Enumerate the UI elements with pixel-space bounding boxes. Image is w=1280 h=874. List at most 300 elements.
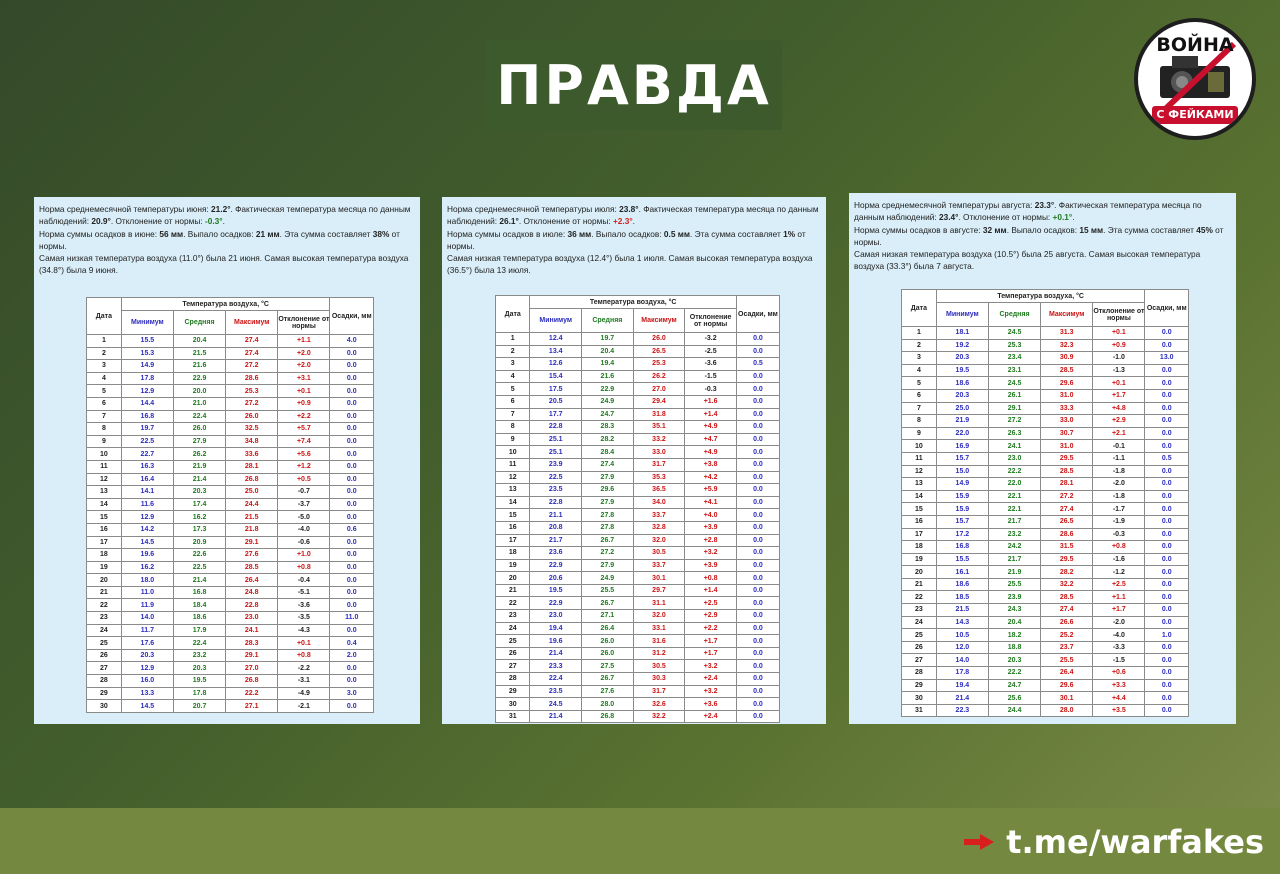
cell-deviation: +7.4 [278,435,330,448]
cell-min: 22.8 [530,496,582,509]
panel-august [849,193,1236,724]
table-row [496,610,780,623]
cell-avg: 25.3 [988,339,1040,352]
cell-precipitation: 0.0 [1145,478,1189,491]
cell-precipitation: 0.0 [1145,692,1189,705]
cell-deviation: +1.7 [1093,389,1145,402]
cell-deviation: -1.6 [1093,553,1145,566]
cell-max: 36.5 [633,484,685,497]
cell-deviation: +4.8 [1093,402,1145,415]
cell-date: 22 [902,591,937,604]
cell-deviation: +2.0 [278,360,330,373]
cell-date: 9 [496,433,530,446]
cell-avg: 20.4 [173,335,225,348]
cell-deviation: +3.8 [685,458,737,471]
cell-avg: 20.3 [173,662,225,675]
cell-deviation: -0.3 [1093,528,1145,541]
cell-date: 23 [902,604,937,617]
cell-max: 28.6 [1041,528,1093,541]
cell-max: 30.5 [633,660,685,673]
cell-deviation: -4.9 [278,687,330,700]
cell-max: 26.8 [226,675,278,688]
cell-min: 20.8 [530,521,582,534]
cell-max: 24.1 [226,624,278,637]
cell-deviation: +2.5 [1093,578,1145,591]
cell-avg: 17.4 [173,498,225,511]
cell-date: 18 [87,549,122,562]
cell-avg: 20.3 [988,654,1040,667]
header-precipitation: Осадки, мм [736,296,779,333]
cell-date: 11 [902,452,937,465]
cell-max: 28.1 [226,460,278,473]
cell-deviation: -5.0 [278,511,330,524]
cell-max: 27.0 [226,662,278,675]
intro-text: . Выпало осадков: [1006,224,1080,235]
cell-max: 24.8 [226,586,278,599]
cell-avg: 29.1 [988,402,1040,415]
cell-max: 29.1 [226,536,278,549]
cell-date: 14 [496,496,530,509]
cell-date: 5 [87,385,122,398]
cell-precipitation: 0.0 [1145,566,1189,579]
cell-precipitation: 0.0 [736,685,779,698]
cell-avg: 23.4 [988,352,1040,365]
cell-date: 16 [496,521,530,534]
intro-text: . [632,216,635,227]
cell-deviation: +0.1 [278,385,330,398]
cell-deviation: +0.8 [685,572,737,585]
cell-date: 25 [87,637,122,650]
weather-table [86,297,374,713]
cell-avg: 17.3 [173,523,225,536]
cell-deviation: -1.2 [1093,566,1145,579]
cell-max: 31.0 [1041,389,1093,402]
intro-text: Норма суммы осадков в июне: [39,228,160,239]
cell-avg: 18.6 [173,612,225,625]
cell-min: 11.0 [121,586,173,599]
cell-avg: 27.9 [173,435,225,448]
cell-min: 25.1 [530,433,582,446]
cell-date: 5 [496,383,530,396]
cell-deviation: -3.2 [685,333,737,346]
header-precipitation: Осадки, мм [1145,290,1189,327]
cell-max: 26.4 [226,574,278,587]
table-row [87,675,374,688]
cell-min: 12.9 [121,511,173,524]
cell-avg: 21.5 [173,347,225,360]
cell-deviation: +3.2 [685,547,737,560]
cell-precipitation: 0.0 [330,498,374,511]
cell-precipitation: 0.0 [1145,641,1189,654]
cell-precipitation: 1.0 [1145,629,1189,642]
cell-max: 28.5 [1041,364,1093,377]
table-row [87,561,374,574]
cell-precipitation: 0.0 [330,397,374,410]
cell-max: 30.7 [1041,427,1093,440]
table-row [496,597,780,610]
cell-max: 32.3 [1041,339,1093,352]
cell-precipitation: 0.0 [736,635,779,648]
cell-avg: 28.0 [582,698,634,711]
telegram-link-text[interactable]: t.me/warfakes [1006,823,1264,861]
table-row [496,358,780,371]
cell-precipitation: 0.0 [1145,667,1189,680]
cell-date: 13 [496,484,530,497]
cell-deviation: +3.6 [685,698,737,711]
cell-precipitation: 0.0 [330,360,374,373]
table-row [87,649,374,662]
cell-avg: 22.2 [988,465,1040,478]
cell-precipitation: 0.0 [1145,654,1189,667]
cell-date: 15 [87,511,122,524]
cell-max: 26.8 [226,473,278,486]
table-row [902,679,1189,692]
intro-text: . Отклонение от нормы: [958,212,1053,223]
header-air-temp: Температура воздуха, °С [530,296,737,309]
cell-date: 31 [902,704,937,717]
cell-deviation: -3.7 [278,498,330,511]
weather-table [495,295,780,723]
cell-date: 9 [87,435,122,448]
cell-deviation: +0.8 [1093,541,1145,554]
table-row [87,536,374,549]
cell-deviation: +0.9 [278,397,330,410]
cell-avg: 21.4 [173,574,225,587]
logo [1134,18,1256,140]
cell-min: 14.2 [121,523,173,536]
intro-text: 45% [1196,224,1213,235]
cell-precipitation: 0.0 [736,471,779,484]
cell-deviation: +0.1 [278,637,330,650]
cell-max: 32.5 [226,423,278,436]
cell-avg: 21.9 [988,566,1040,579]
cell-avg: 26.0 [582,635,634,648]
cell-precipitation: 0.0 [330,435,374,448]
cell-precipitation: 0.0 [736,584,779,597]
intro-text: . [1072,212,1075,223]
header-min: Минимум [530,309,582,333]
cell-date: 25 [496,635,530,648]
table-row [87,700,374,713]
cell-avg: 27.4 [582,458,634,471]
intro-paragraph [39,228,415,253]
table-row [496,509,780,522]
cell-precipitation: 0.0 [736,458,779,471]
intro-paragraph [854,248,1231,273]
cell-precipitation: 0.0 [1145,679,1189,692]
cell-avg: 22.1 [988,503,1040,516]
table-row [87,435,374,448]
cell-precipitation: 2.0 [330,649,374,662]
table-row [496,572,780,585]
cell-precipitation: 0.0 [330,599,374,612]
cell-avg: 18.8 [988,641,1040,654]
cell-max: 29.5 [1041,553,1093,566]
cell-avg: 22.4 [173,410,225,423]
intro-text: 23.8° [619,204,639,214]
intro-text: +2.3° [612,216,633,227]
cell-avg: 24.9 [582,572,634,585]
cell-date: 9 [902,427,937,440]
table-row [496,408,780,421]
cell-min: 24.5 [530,698,582,711]
cell-min: 15.7 [936,452,988,465]
table-row [496,421,780,434]
table-row [902,452,1189,465]
cell-date: 21 [496,584,530,597]
cell-deviation: +2.9 [1093,415,1145,428]
cell-max: 28.3 [226,637,278,650]
cell-deviation: +3.1 [278,372,330,385]
cell-min: 22.9 [530,559,582,572]
intro-text: Норма среднемесячной температуры июня: [39,204,212,214]
cell-min: 12.9 [121,385,173,398]
cell-deviation: +0.1 [1093,377,1145,390]
intro-text: 32 мм [982,224,1007,235]
intro-text: 15 мм [1079,224,1104,235]
header-date: Дата [902,290,937,327]
cell-precipitation: 0.0 [1145,339,1189,352]
intro-text: . Отклонение от нормы: [518,216,613,227]
cell-max: 26.5 [633,345,685,358]
cell-precipitation: 0.0 [1145,541,1189,554]
cell-min: 19.4 [530,622,582,635]
cell-deviation: -1.9 [1093,515,1145,528]
cell-avg: 25.6 [988,692,1040,705]
cell-precipitation: 4.0 [330,335,374,348]
cell-deviation: +0.6 [1093,667,1145,680]
cell-max: 32.0 [633,610,685,623]
header-min: Минимум [121,311,173,335]
cell-min: 15.4 [530,370,582,383]
cell-precipitation: 0.0 [1145,591,1189,604]
cell-min: 22.5 [530,471,582,484]
cell-deviation: +1.4 [685,408,737,421]
cell-date: 13 [87,486,122,499]
header-avg: Средняя [173,311,225,335]
cell-min: 14.5 [121,536,173,549]
cell-min: 14.9 [936,478,988,491]
intro-text: . Эта сумма составляет [690,228,784,239]
cell-min: 17.8 [936,667,988,680]
table-row [496,547,780,560]
table-row [496,698,780,711]
cell-date: 17 [902,528,937,541]
cell-max: 32.8 [633,521,685,534]
cell-avg: 21.6 [173,360,225,373]
cell-date: 22 [87,599,122,612]
table-row [87,448,374,461]
cell-date: 3 [902,352,937,365]
cell-max: 25.0 [226,486,278,499]
cell-date: 15 [902,503,937,516]
cell-min: 17.8 [121,372,173,385]
cell-min: 16.9 [936,440,988,453]
cell-max: 27.1 [226,700,278,713]
cell-deviation: -1.8 [1093,465,1145,478]
intro-text: . Фактическая температура месяца по данным наблюдений: [39,204,411,227]
cell-precipitation: 0.0 [736,408,779,421]
cell-avg: 24.7 [988,679,1040,692]
panel-intro [39,203,415,277]
cell-precipitation: 0.0 [330,586,374,599]
table-row [496,584,780,597]
cell-avg: 27.8 [582,509,634,522]
cell-avg: 23.9 [988,591,1040,604]
table-row [902,629,1189,642]
cell-min: 23.5 [530,685,582,698]
header-avg: Средняя [582,309,634,333]
intro-text: от нормы. [39,228,400,251]
cell-date: 31 [496,710,530,723]
cell-deviation: -2.0 [1093,616,1145,629]
table-row [496,433,780,446]
cell-date: 24 [902,616,937,629]
cell-max: 27.4 [1041,503,1093,516]
cell-avg: 22.2 [988,667,1040,680]
cell-precipitation: 0.0 [330,574,374,587]
cell-deviation: +3.5 [1093,704,1145,717]
cell-max: 34.0 [633,496,685,509]
cell-date: 10 [496,446,530,459]
table-row [496,446,780,459]
cell-date: 30 [496,698,530,711]
cell-max: 33.0 [1041,415,1093,428]
cell-min: 21.1 [530,509,582,522]
cell-precipitation: 0.0 [330,511,374,524]
cell-max: 27.6 [226,549,278,562]
arrow-right-icon [964,834,994,850]
cell-min: 13.4 [530,345,582,358]
cell-avg: 20.4 [582,345,634,358]
table-row [87,586,374,599]
intro-paragraph [854,224,1231,249]
cell-avg: 22.1 [988,490,1040,503]
cell-min: 14.9 [121,360,173,373]
cell-precipitation: 0.0 [1145,327,1189,340]
cell-max: 31.5 [1041,541,1093,554]
cell-avg: 24.2 [988,541,1040,554]
cell-min: 21.4 [530,647,582,660]
cell-deviation: -0.3 [685,383,737,396]
cell-deviation: +4.7 [685,433,737,446]
intro-text: . Эта сумма составляет [279,228,373,239]
cell-precipitation: 0.0 [330,347,374,360]
cell-min: 12.0 [936,641,988,654]
cell-date: 14 [87,498,122,511]
cell-max: 28.1 [1041,478,1093,491]
cell-avg: 21.6 [582,370,634,383]
header-deviation: Отклонение от нормы [1093,303,1145,327]
cell-max: 29.4 [633,395,685,408]
cell-max: 34.8 [226,435,278,448]
cell-max: 25.3 [633,358,685,371]
cell-min: 16.8 [121,410,173,423]
cell-max: 31.0 [1041,440,1093,453]
table-row [496,559,780,572]
cell-precipitation: 0.0 [736,333,779,346]
cell-deviation: -3.5 [278,612,330,625]
cell-deviation: +3.2 [685,685,737,698]
table-row [902,654,1189,667]
cell-min: 18.6 [936,377,988,390]
header-date: Дата [496,296,530,333]
cell-deviation: -1.1 [1093,452,1145,465]
table-row [87,385,374,398]
table-row [902,616,1189,629]
table-row [87,410,374,423]
cell-deviation: +2.1 [1093,427,1145,440]
cell-date: 12 [87,473,122,486]
cell-date: 6 [87,397,122,410]
table-row [87,511,374,524]
cell-avg: 26.4 [582,622,634,635]
table-row [902,402,1189,415]
cell-min: 22.0 [936,427,988,440]
cell-date: 21 [902,578,937,591]
cell-precipitation: 0.0 [736,559,779,572]
table-row [87,599,374,612]
cell-max: 32.6 [633,698,685,711]
cell-max: 23.0 [226,612,278,625]
table-row [87,335,374,348]
cell-avg: 24.4 [988,704,1040,717]
cell-precipitation: 0.0 [1145,704,1189,717]
cell-precipitation: 0.0 [1145,402,1189,415]
weather-table [901,289,1189,717]
cell-max: 33.6 [226,448,278,461]
cell-avg: 26.8 [582,710,634,723]
cell-precipitation: 0.0 [330,473,374,486]
cell-avg: 22.9 [173,372,225,385]
cell-deviation: -3.1 [278,675,330,688]
cell-avg: 20.4 [988,616,1040,629]
cell-precipitation: 0.0 [736,446,779,459]
table-row [496,622,780,635]
cell-avg: 26.1 [988,389,1040,402]
cell-deviation: -2.0 [1093,478,1145,491]
cell-deviation: +4.9 [685,421,737,434]
cell-precipitation: 0.0 [330,448,374,461]
telegram-link[interactable] [964,820,1264,864]
cell-date: 23 [87,612,122,625]
cell-avg: 23.1 [988,364,1040,377]
cell-min: 21.4 [530,710,582,723]
table-row [902,591,1189,604]
cell-deviation: +4.4 [1093,692,1145,705]
cell-max: 32.2 [1041,578,1093,591]
intro-paragraph [447,203,821,228]
cell-avg: 26.3 [988,427,1040,440]
cell-precipitation: 0.0 [736,547,779,560]
cell-max: 27.4 [226,347,278,360]
cell-avg: 20.3 [173,486,225,499]
cell-max: 29.5 [1041,452,1093,465]
cell-max: 21.5 [226,511,278,524]
cell-date: 12 [902,465,937,478]
table-row [87,486,374,499]
cell-max: 28.6 [226,372,278,385]
cell-deviation: -1.8 [1093,490,1145,503]
table-row [87,473,374,486]
cell-precipitation: 0.0 [736,534,779,547]
cell-date: 12 [496,471,530,484]
cell-deviation: +0.9 [1093,339,1145,352]
cell-max: 30.3 [633,673,685,686]
cell-max: 31.8 [633,408,685,421]
cell-max: 22.8 [226,599,278,612]
table-row [496,471,780,484]
